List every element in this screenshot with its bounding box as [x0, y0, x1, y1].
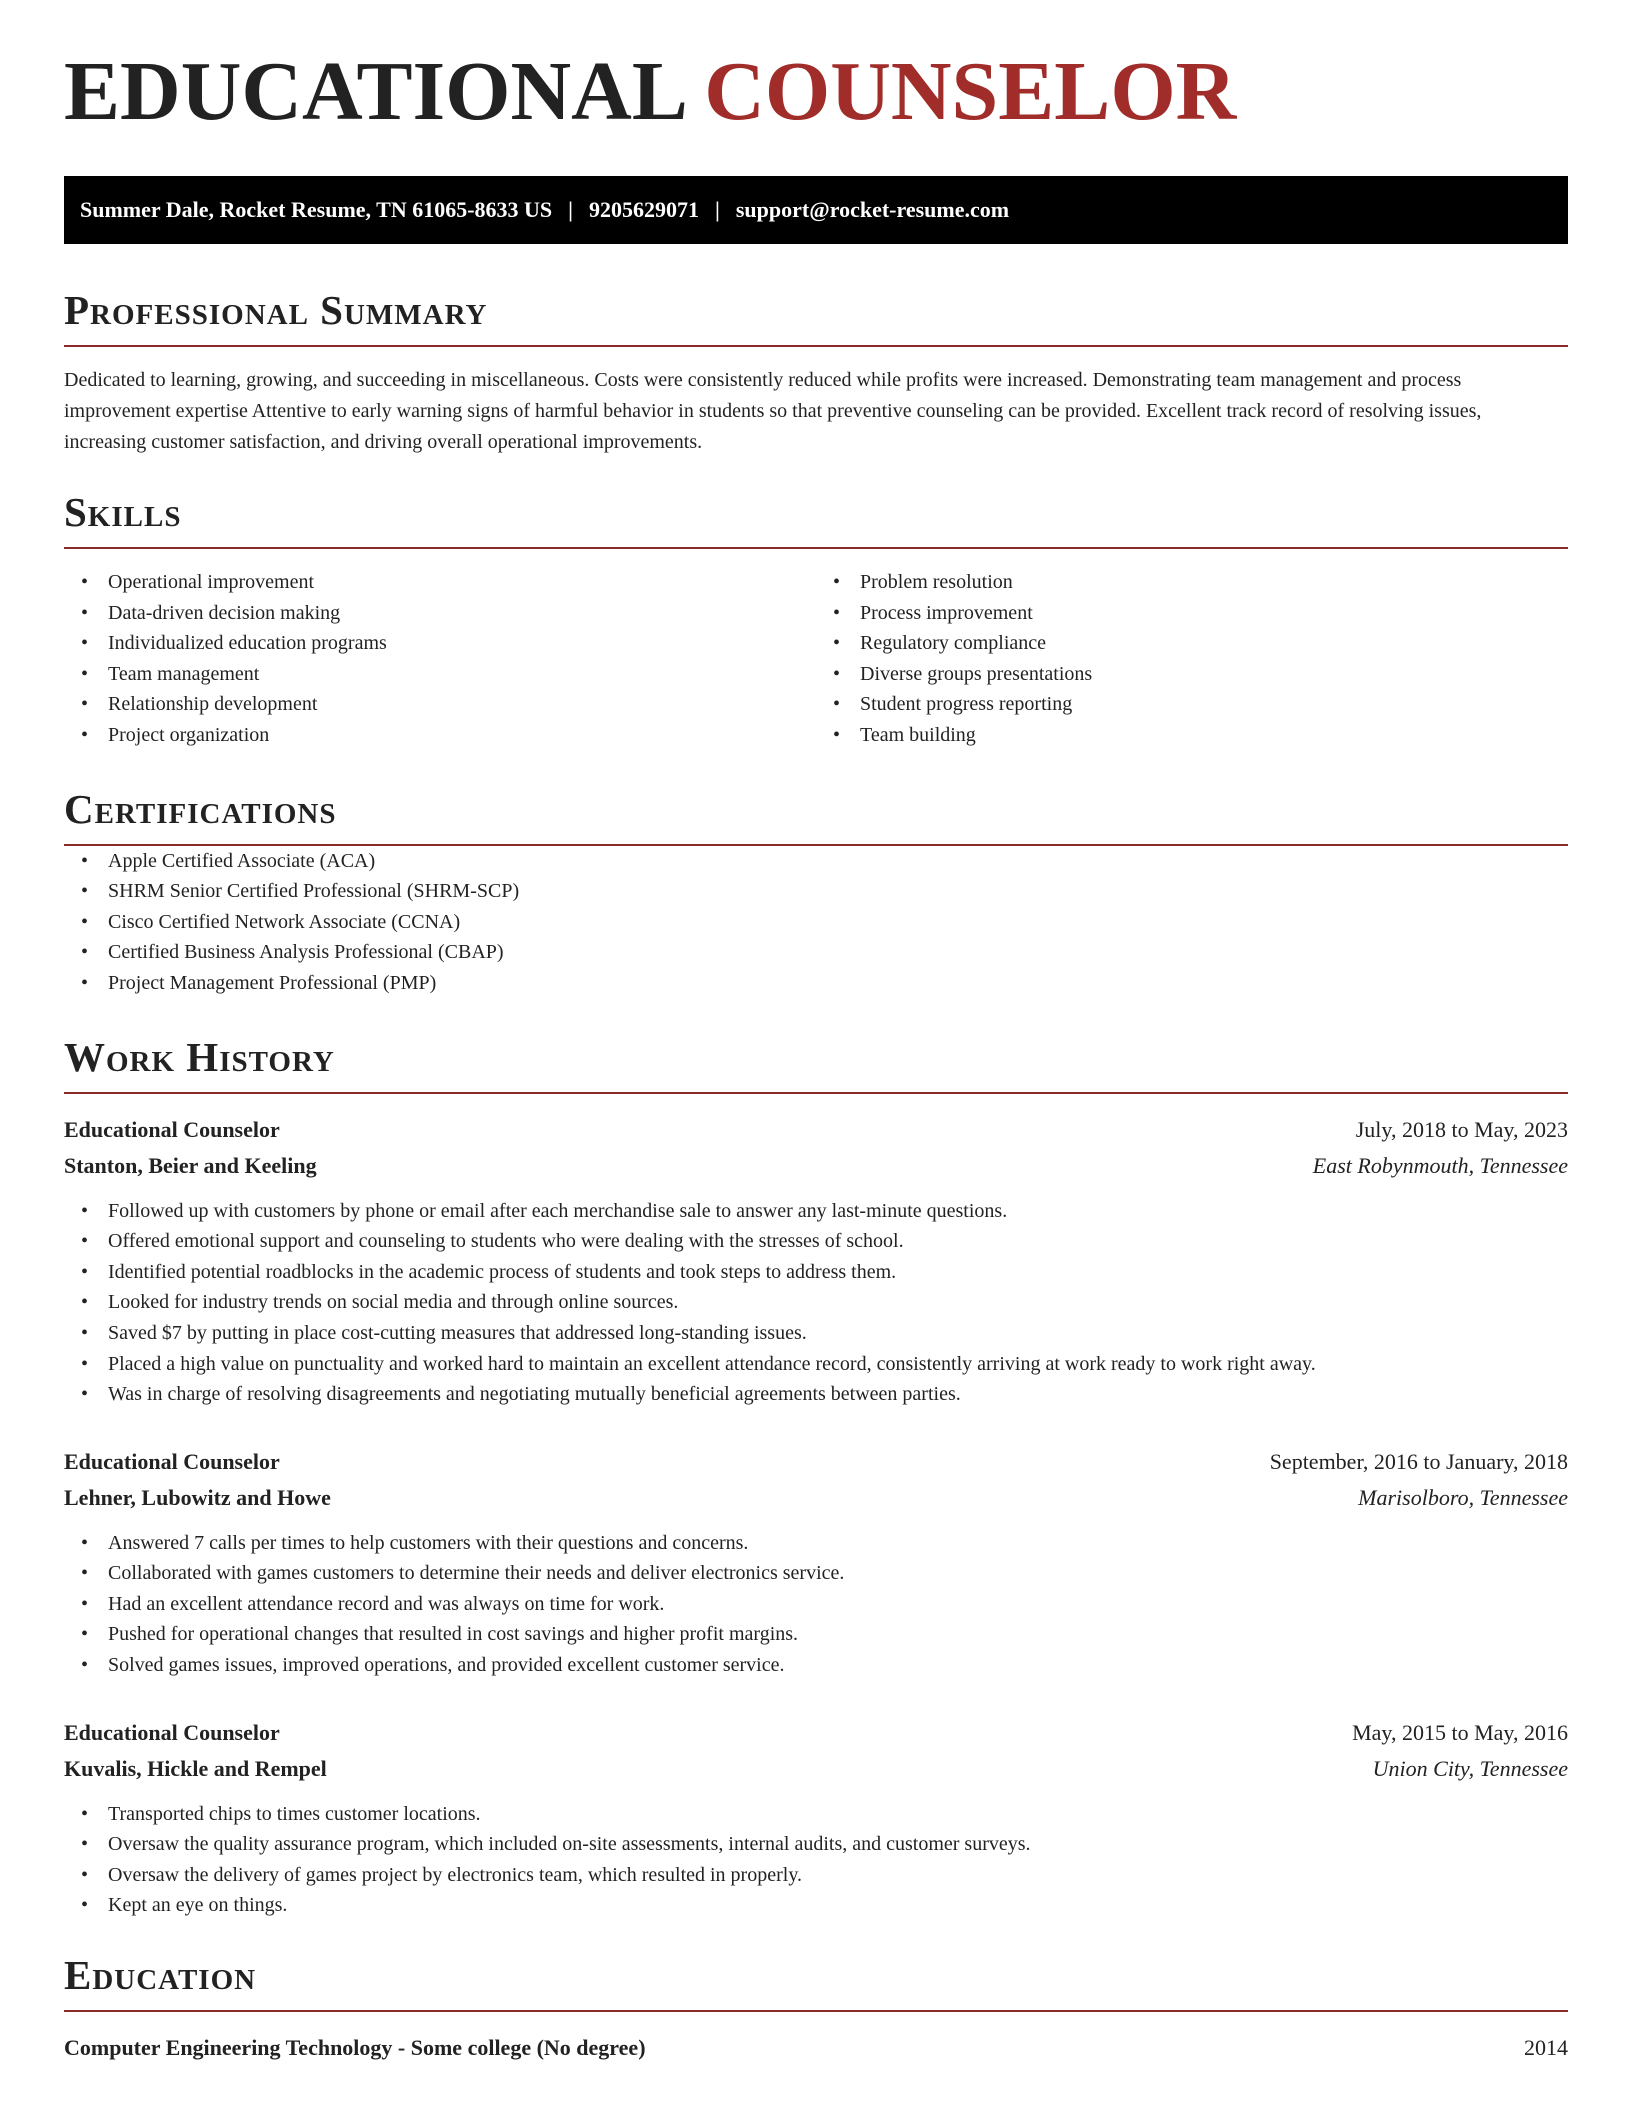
skill-item: • Team building — [860, 720, 1568, 751]
skill-item: • Relationship development — [108, 689, 816, 720]
skills-list-right — [816, 567, 1568, 751]
certification-item: • Project Management Professional (PMP) — [108, 968, 1568, 999]
skill-item: • Operational improvement — [108, 567, 816, 598]
contact-separator: | — [715, 197, 720, 222]
resume-title — [64, 0, 1568, 176]
skills-list-left — [64, 567, 816, 751]
job-title: Educational Counselor — [64, 1719, 280, 1745]
certification-item: • Apple Certified Associate (ACA) — [108, 846, 1568, 877]
job-title: Educational Counselor — [64, 1448, 280, 1474]
job-location: Marisolboro, Tennessee — [1358, 1484, 1568, 1510]
duty-item: • Was in charge of resolving disagreements and negotiating mutually beneficial agreements between parties. — [108, 1379, 1568, 1410]
skill-item: • Problem resolution — [860, 567, 1568, 598]
job-title: Educational Counselor — [64, 1116, 280, 1142]
education-year: 2014 — [1524, 2035, 1568, 2061]
contact-phone[interactable]: 9205629071 — [589, 197, 700, 222]
title-part-1: EDUCATIONAL — [64, 45, 684, 138]
certifications-section — [64, 785, 1568, 999]
certification-item: • Cisco Certified Network Associate (CCNA) — [108, 907, 1568, 938]
job-duties — [64, 1528, 1568, 1681]
skills-section — [64, 489, 1568, 751]
job-company: Stanton, Beier and Keeling — [64, 1152, 317, 1178]
education-degree: Computer Engineering Technology - Some college (No degree) — [64, 2035, 646, 2061]
job-location: Union City, Tennessee — [1372, 1755, 1568, 1781]
education-heading: Education — [64, 1955, 1568, 2012]
summary-section — [64, 287, 1568, 458]
duty-item: • Saved $7 by putting in place cost-cutting measures that addressed long-standing issues. — [108, 1318, 1568, 1349]
certification-item: • Certified Business Analysis Professional (CBAP) — [108, 937, 1568, 968]
duty-item: • Placed a high value on punctuality and worked hard to maintain an excellent attendance record, consistently arriving at work ready to work right away. — [108, 1349, 1568, 1380]
job-company: Lehner, Lubowitz and Howe — [64, 1484, 331, 1510]
contact-separator: | — [568, 197, 574, 222]
job-dates: July, 2018 to May, 2023 — [1355, 1116, 1568, 1142]
education-entry — [64, 2030, 1568, 2066]
job-entry — [64, 1715, 1568, 1921]
duty-item: • Solved games issues, improved operations, and provided excellent customer service. — [108, 1650, 1568, 1681]
duty-item: • Pushed for operational changes that resulted in cost savings and higher profit margins. — [108, 1619, 1568, 1650]
skill-item: • Team management — [108, 659, 816, 690]
work-history-heading: Work History — [64, 1037, 1568, 1094]
certifications-heading: Certifications — [64, 789, 1568, 846]
contact-address: Summer Dale, Rocket Resume, TN 61065-8633 US — [80, 197, 553, 222]
skill-item: • Regulatory compliance — [860, 628, 1568, 659]
job-dates: September, 2016 to January, 2018 — [1269, 1448, 1568, 1474]
job-entry — [64, 1112, 1568, 1410]
duty-item: • Transported chips to times customer locations. — [108, 1799, 1568, 1830]
skill-item: • Data-driven decision making — [108, 598, 816, 629]
job-duties — [64, 1799, 1568, 1921]
skill-item: • Project organization — [108, 720, 816, 751]
duty-item: • Oversaw the delivery of games project by electronics team, which resulted in properly. — [108, 1860, 1568, 1891]
contact-bar — [64, 176, 1568, 244]
duty-item: • Oversaw the quality assurance program, which included on-site assessments, internal audits, and customer surveys. — [108, 1829, 1568, 1860]
job-location: East Robynmouth, Tennessee — [1312, 1152, 1568, 1178]
job-company: Kuvalis, Hickle and Rempel — [64, 1755, 327, 1781]
duty-item: • Kept an eye on things. — [108, 1890, 1568, 1921]
skills-heading: Skills — [64, 492, 1568, 549]
job-entry — [64, 1444, 1568, 1681]
duty-item: • Looked for industry trends on social media and through online sources. — [108, 1287, 1568, 1318]
contact-email[interactable]: support@rocket-resume.com — [735, 197, 1010, 222]
certification-item: • SHRM Senior Certified Professional (SHRM-SCP) — [108, 876, 1568, 907]
summary-text: Dedicated to learning, growing, and succeeding in miscellaneous. Costs were consistently reduced while profits were increased. Demonstrating team management and process improvement expertise Attentive to early warning signs of harmful behavior in students so that preventive counseling can be provided. Excellent track record of resolving issues, increasing customer satisfaction, and driving overall operational improvements. — [64, 369, 1482, 453]
duty-item: • Answered 7 calls per times to help customers with their questions and concerns. — [108, 1528, 1568, 1559]
education-section — [64, 1952, 1568, 2066]
skill-item: • Student progress reporting — [860, 689, 1568, 720]
duty-item: • Identified potential roadblocks in the academic process of students and took steps to address them. — [108, 1257, 1568, 1288]
job-dates: May, 2015 to May, 2016 — [1352, 1719, 1568, 1745]
summary-heading: Professional Summary — [64, 290, 1568, 347]
duty-item: • Had an excellent attendance record and was always on time for work. — [108, 1589, 1568, 1620]
duty-item: • Followed up with customers by phone or email after each merchandise sale to answer any last-minute questions. — [108, 1196, 1568, 1227]
work-history-section — [64, 1033, 1568, 1922]
title-part-2: COUNSELOR — [704, 45, 1237, 138]
duty-item: • Collaborated with games customers to determine their needs and deliver electronics service. — [108, 1558, 1568, 1589]
skill-item: • Process improvement — [860, 598, 1568, 629]
skill-item: • Diverse groups presentations — [860, 659, 1568, 690]
certifications-list — [64, 846, 1568, 999]
duty-item: • Offered emotional support and counseling to students who were dealing with the stresses of school. — [108, 1226, 1568, 1257]
job-duties — [64, 1196, 1568, 1410]
skills-columns — [64, 567, 1568, 751]
skill-item: • Individualized education programs — [108, 628, 816, 659]
